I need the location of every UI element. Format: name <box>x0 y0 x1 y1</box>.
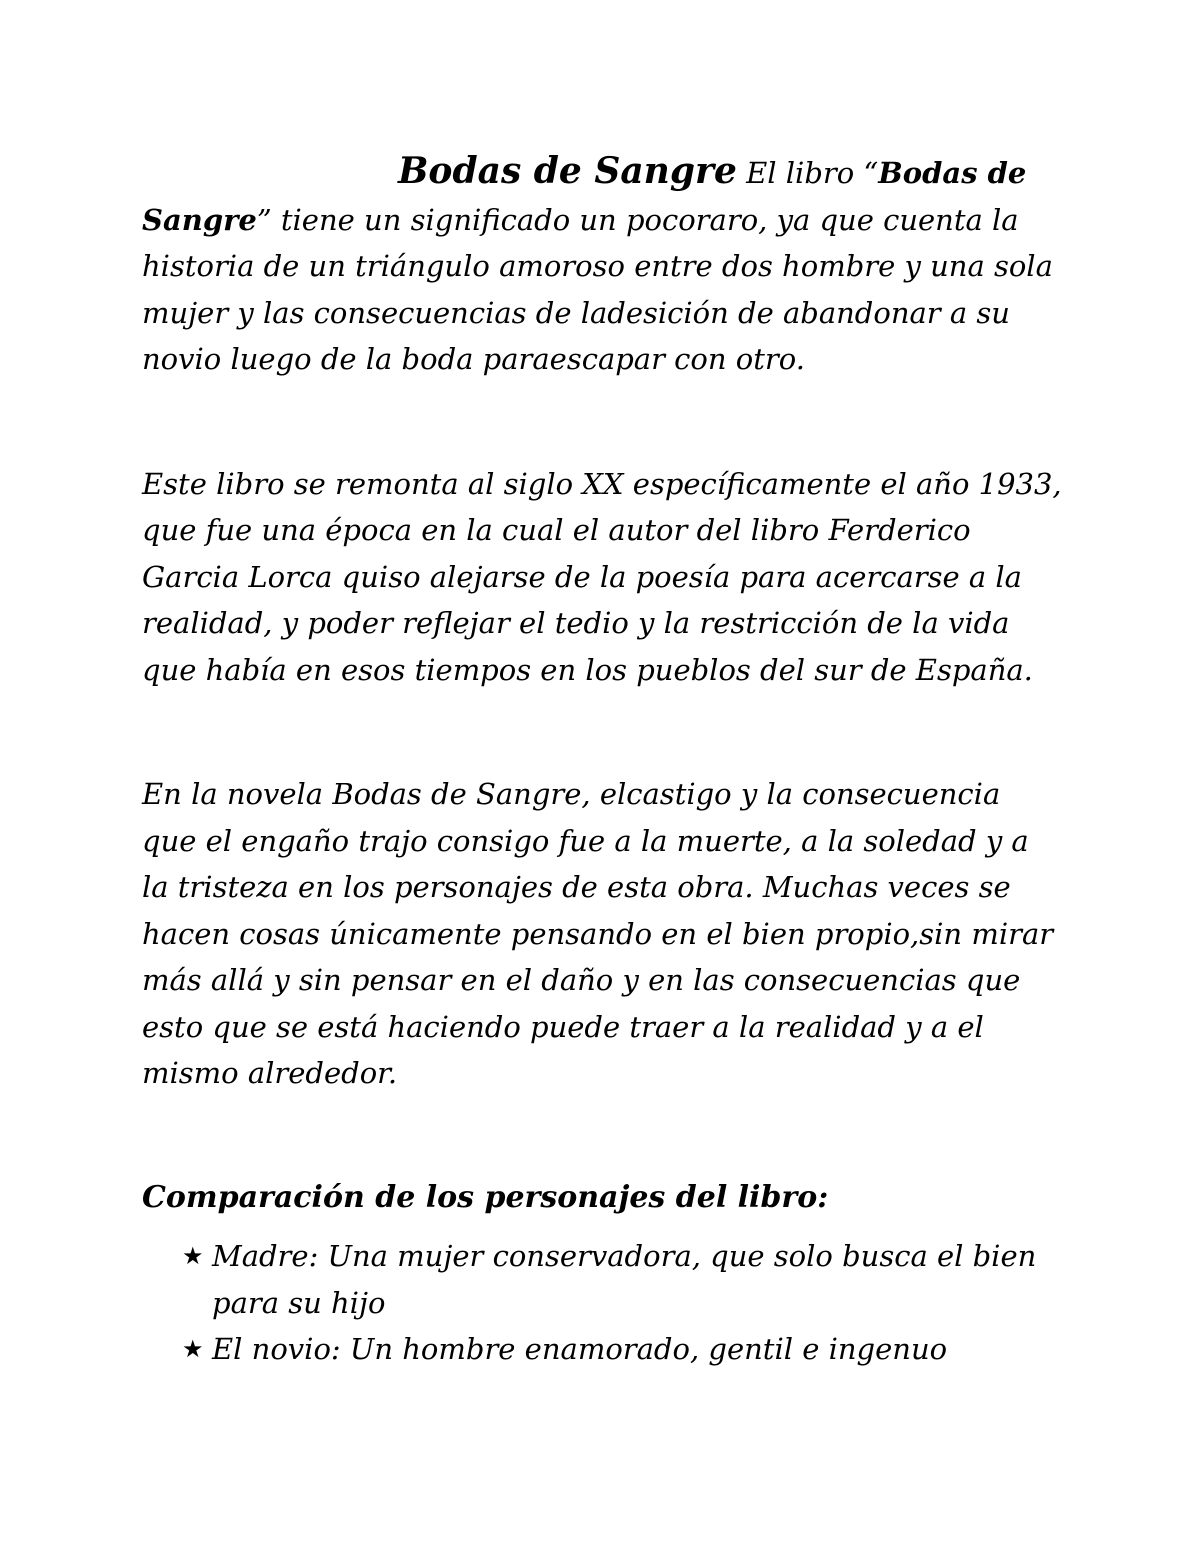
paragraph-context: Este libro se remonta al siglo XX específicamente el año 1933, que fue una época en la cual el autor del libro Ferderico Garcia Lorca quiso alejarse de la poesía para acercarse a la realidad, y poder reflejar el tedio y la restricción de la vida que había en esos tiempos en los pueblos del sur de España. <box>142 466 1062 687</box>
document-body <box>142 148 1062 1373</box>
character-text: Madre: Una mujer conservadora, que solo busca el bien para su hijo <box>212 1239 1037 1320</box>
star-icon: ★ <box>182 1242 204 1270</box>
star-icon: ★ <box>182 1335 204 1363</box>
intro-lead: El libro “ <box>736 156 879 190</box>
document-title: Bodas de Sangre <box>398 150 737 192</box>
character-text: El novio: Un hombre enamorado, gentil e ingenuo <box>212 1332 948 1366</box>
characters-heading: Comparación de los personajes del libro: <box>142 1179 829 1215</box>
paragraph-theme: En la novela Bodas de Sangre, elcastigo y la consecuencia que el engaño trajo consigo fue a la muerte, a la soledad y a la tristeza en los personajes de esta obra. Muchas veces se hacen cosas únicamente pensando en el bien propio,sin mirar más allá y sin pensar en el daño y en las consecuencias que esto que se está haciendo puede traer a la realidad y a el mismo alrededor. <box>142 777 1054 1090</box>
intro-rest: ” tiene un significado un pocoraro, ya que cuenta la historia de un triángulo amoroso entre dos hombre y una sola mujer y las consecuencias de ladesición de abandonar a su novio luego de la boda paraescapar con otro. <box>142 202 1053 376</box>
book-name: Bodas de Sangre <box>142 156 1027 237</box>
intro-paragraph <box>142 148 1062 383</box>
list-item <box>142 1326 1062 1373</box>
characters-list <box>142 1233 1062 1373</box>
list-item <box>142 1233 1062 1326</box>
